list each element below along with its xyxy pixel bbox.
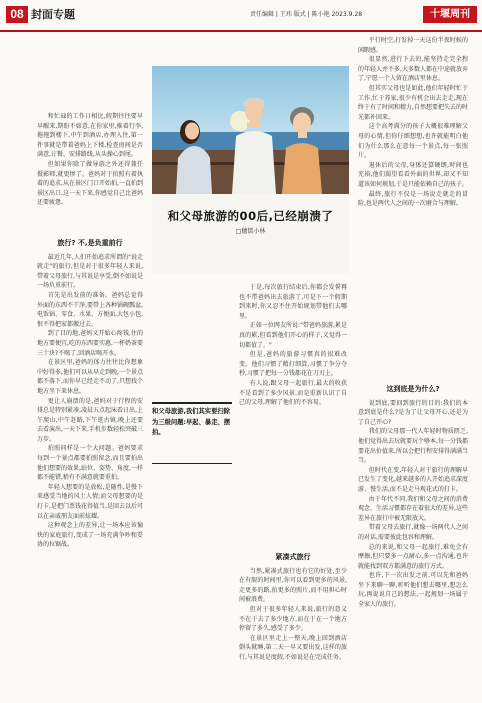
paragraph: 拍照同样是一个大问题。爸妈要求每到一个景点都要拍照留念,而且要拍出他们想要的效果,站位、姿势、角度,一样都不能错,稍有不满意就要重拍。	[37, 445, 143, 482]
paragraph: 到了目的地,爸妈又开始心疼钱,住的地方要便宜,吃的东西要实惠,一杯奶茶要三十块?不喝了,回酒店喝开水。	[37, 330, 143, 357]
headline: 和父母旅游的00后,已经崩溃了	[167, 209, 334, 223]
paragraph: 和忙碌的工作日相比,假期往往要早早醒来,期盼不如意,在你家里,推着行李,拖拖到楼下,中午到酒店,办理入住,第一件事就是带着爸妈上下楼,检查房间是否满意,订餐、安排路线,从头操心到尾。	[37, 113, 143, 159]
paragraph: 但如果你除了做导游之外还得兼任摄影师,就更惨了。爸妈对于拍照有着执着的追求,从在景区门口开始拍,一直拍到景区出口,这一天下来,你感觉自己比爸妈还要疲惫。	[37, 160, 143, 207]
section-title: 封面专题	[31, 8, 75, 21]
page-header	[0, 0, 482, 32]
paragraph: 这个高考满分的孩子大概很难理解父母的心情,但你仔细想想,也许就能明白他们为什么那么在意每一个景点,每一张照片。	[358, 123, 468, 160]
paragraph: 但对于很多年轻人来说,旅行的意义不在于去了多少地方,而在于在一个地方停留了多久,感受了多少。	[239, 605, 347, 633]
paragraph: 于是,每次旅行结束后,你都会发誓再也不带爸妈出去旅游了,可是下一个假期到来时,你又忍不住开始规划带他们去哪里。	[239, 284, 347, 320]
paragraph: 也许,下一次出发之前,可以先和爸妈坐下来聊一聊,听听他们想去哪里,想怎么玩,再说说自己的想法,一起规划一场属于全家人的旅行。	[358, 572, 468, 609]
paragraph: 带着父母去旅行,就像一场两代人之间的对话,需要彼此包容和理解。	[358, 524, 468, 541]
paragraph: 在景区里走上一整天,晚上回到酒店倒头就睡,第二天一早又要出发,这样的旅行,与其说是度假,不如说是在完成任务。	[239, 634, 347, 661]
paragraph: 正如一位网友所说:"带爸妈旅游,累是真的累,但看到他们开心的样子,又觉得一切都值了。"	[239, 322, 347, 349]
cover-photo	[152, 66, 349, 194]
editor-credits: 责任编辑 | 王玮 版式 | 陈小艳 2023.9.28	[250, 11, 363, 18]
column-1-top	[37, 112, 143, 232]
paragraph: 由于年代不同,我们和父母之间的消费观念、生活习惯都存在着很大的差异,这些差异在旅行中被无限放大。	[358, 495, 468, 522]
paragraph: 首先是出发前的准备。爸妈总觉得外面的东西不干净,要带上各种锅碗瓢盆,电饭锅、零食、水果、方便面,大包小包,恨不得把家都搬过去。	[37, 291, 143, 328]
paragraph: 有人说,跟父母一起旅行,最大的收获不是看到了多少风景,而是重新认识了自己的父母,理解了他们的不容易。	[239, 379, 347, 407]
column-2-bottom	[239, 548, 347, 696]
paragraph: 这种观念上的差异,让一场本应该愉快的家庭旅行,变成了一场充满争吵和妥协的拉锯战。	[37, 522, 143, 549]
paragraph: 当然,紧凑式旅行也有它的好处,至少在有限的时间里,你可以看到更多的风景,走更多的路,拍更多的照片,而不用担心时间被浪费。	[239, 567, 347, 604]
paragraph: 年轻人想要的是放松,是随性,是慢下来感受当地的风土人情;而父母想要的是打卡,是把门票钱花得值当,是回去以后可以在亲戚朋友面前炫耀。	[37, 483, 143, 520]
paragraph: 但是,爸妈的旅游习惯真的很难改变。他们习惯了精打细算,习惯了争分夺秒,习惯了把每一分钱都花在刀刃上。	[239, 351, 347, 378]
subheading: 紧凑式旅行	[275, 553, 311, 561]
headline-block	[152, 194, 349, 274]
column-3-top	[358, 36, 468, 380]
pull-quote: 和父母旅游,我们其实要扫除为三级问题:早起、暴走、摆拍。	[152, 402, 232, 464]
paragraph: 很显然,进行下去的,能坚持走完全程的年轻人并不多,大多数人都在中途就放弃了,宁愿一个人留在酒店里休息。	[358, 56, 468, 83]
column-3-bottom	[358, 380, 468, 696]
paragraph: 最终,旅行不仅是一场说走就走的冒险,也是两代人之间的一次磨合与理解。	[358, 190, 468, 208]
paragraph: 我们的父母那一代人年轻时物质匮乏,他们觉得出去玩就要玩个够本,每一分钱都要花出价值来,所以会把行程安排得满满当当。	[358, 428, 468, 465]
paragraph: 在景区里,爸妈的体力往往比你想象中好得多,他们可以从早走到晚,一个景点都不落下,而你早已经走不动了,只想找个地方坐下来休息。	[37, 359, 143, 395]
family-travel-illustration	[152, 66, 349, 194]
subheading: 旅行? 不,是负重前行	[57, 239, 123, 247]
paragraph: 平行时空,打发掉一天这份半夜时候的闲暇感。	[358, 37, 468, 54]
brand-logo: 十堰周刊	[423, 6, 477, 23]
paragraph: 说到底,要回到旅行的目的:我们的本意到底是什么?是为了让父母开心,还是为了自己开心?	[358, 399, 468, 426]
page-number: 08	[6, 6, 28, 23]
paragraph: 更让人崩溃的是,爸妈对于行程的安排总是特别紧凑,凌晨五点起床看日出,上午爬山,中午赶路,下午逛古镇,晚上还要去看演出,一天下来,手机步数轻松突破三万步。	[37, 397, 143, 443]
column-1-bottom	[37, 234, 143, 696]
paragraph: 最近几年,人们开始追求所谓的"说走就走"的旅行,但是对于很多年轻人来说,带着父母旅行,与其说是享受,倒不如说是一场负重前行。	[37, 253, 143, 290]
paragraph: 总的来说,和父母一起旅行,难免会有摩擦,但只要多一点耐心,多一点沟通,也许就能找到双方都满意的旅行方式。	[358, 543, 468, 570]
column-2-top	[239, 283, 347, 548]
paragraph: 但时代在变,年轻人对于旅行的理解早已发生了变化,越来越多的人开始追求深度游、慢生活,而不是走马观花式的打卡。	[358, 466, 468, 493]
subheading: 这到底是为什么?	[386, 385, 440, 393]
byline: □穗儒小林	[235, 228, 266, 235]
paragraph: 但其实父母也是如此,他们年轻时忙于工作,忙于养家,很少有机会出去走走,现在终于有了时间和精力,自然想要把失去的时光都补回来。	[358, 84, 468, 121]
paragraph: 退休后的父母,身体还算硬朗,时间也充裕,他们渴望看看外面的世界,却又不知道该如何规划,于是只能依赖自己的孩子。	[358, 161, 468, 188]
